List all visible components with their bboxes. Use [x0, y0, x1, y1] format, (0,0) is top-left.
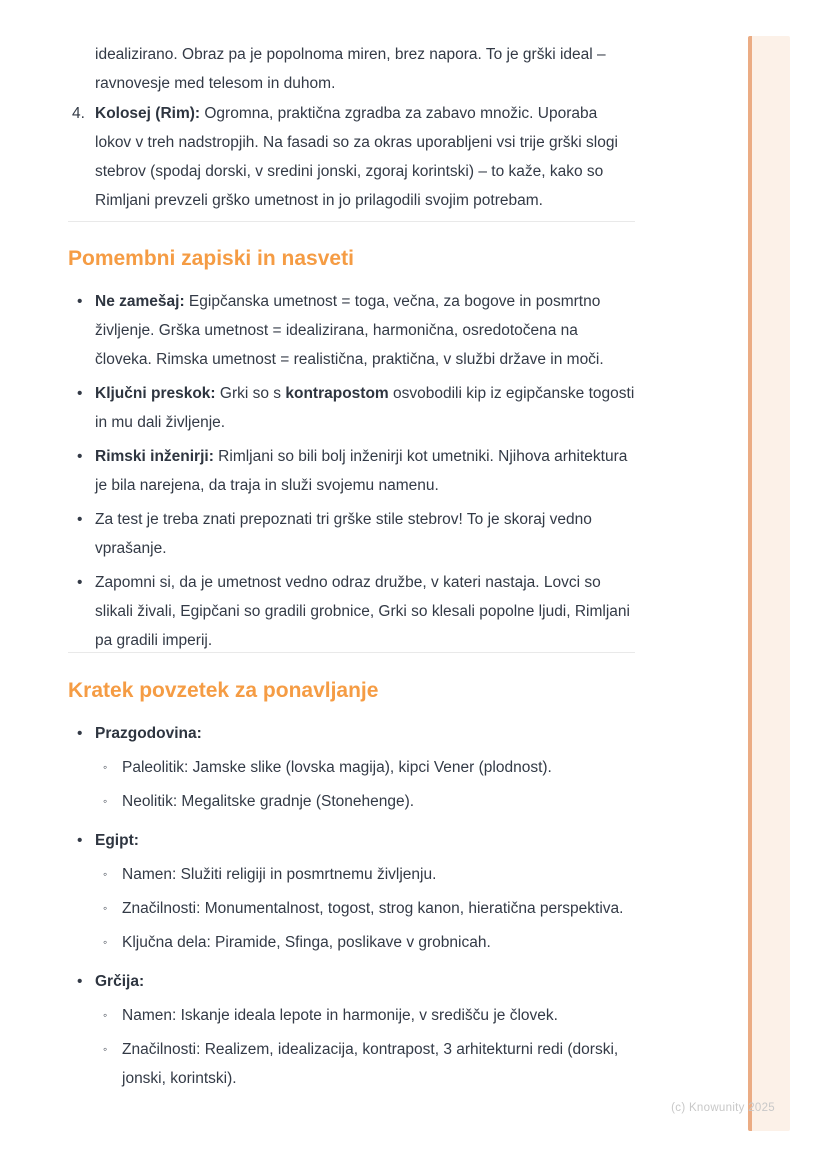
sub-list-item-text	[122, 1035, 635, 1093]
text-run: Ključna dela: Piramide, Sfinga, poslikave v grobnicah.	[122, 934, 491, 951]
summary-bullet-list	[68, 719, 635, 1103]
continuation-paragraph: idealizirano. Obraz pa je popolnoma miren, brez napora. To je grški ideal – ravnovesje med telesom in duhom.	[95, 46, 606, 92]
sub-list-item-text	[122, 928, 635, 957]
section-divider	[68, 221, 635, 222]
copyright-footer: (c) Knowunity 2025	[671, 1102, 775, 1114]
sub-bullet-marker: ◦	[103, 1042, 108, 1056]
sub-list-item	[95, 753, 635, 782]
sub-list	[95, 860, 635, 957]
text-run: Grki so s	[215, 385, 286, 402]
text-run: Za test je treba znati prepoznati tri grške stile stebrov! To je skoraj vedno vprašanje.	[95, 511, 592, 557]
list-item-text	[95, 568, 635, 655]
bullet-marker: •	[77, 725, 83, 742]
list-item-text	[95, 99, 635, 215]
text-run-bold: Grčija:	[95, 973, 145, 990]
sub-list-item	[95, 1035, 635, 1093]
text-run: Značilnosti: Realizem, idealizacija, kontrapost, 3 arhitekturni redi (dorski, jonski, korintski).	[122, 1041, 619, 1087]
text-run-bold: Prazgodovina:	[95, 725, 202, 742]
sub-bullet-marker: ◦	[103, 794, 108, 808]
sub-list	[95, 1001, 635, 1093]
sub-list-item	[95, 928, 635, 957]
list-item	[68, 379, 635, 437]
list-item-text	[95, 287, 635, 374]
list-item-text	[95, 505, 635, 563]
bullet-marker: •	[77, 832, 83, 849]
sub-list-item	[95, 1001, 635, 1030]
text-run: Rimljani so bili bolj inženirji kot umetniki. Njihova arhitektura je bila narejena, da traja in služi svojemu namenu.	[95, 448, 628, 494]
list-item-text	[95, 826, 635, 962]
text-run: Zapomni si, da je umetnost vedno odraz družbe, v kateri nastaja. Lovci so slikali živali, Egipčani so gradili grobnice, Grki so klesali popolne ljudi, Rimljani pa gradili imperij.	[95, 574, 630, 649]
list-item-text	[95, 719, 635, 821]
section-heading-summary: Kratek povzetek za ponavljanje	[68, 679, 379, 702]
numbered-list-item	[68, 99, 635, 215]
list-item	[68, 287, 635, 374]
sub-list-item-text	[122, 894, 635, 923]
list-item	[68, 967, 635, 1098]
sub-list-item-text	[122, 1001, 635, 1030]
text-run: Značilnosti: Monumentalnost, togost, strog kanon, hieratična perspektiva.	[122, 900, 624, 917]
text-run-bold: Egipt:	[95, 832, 139, 849]
sub-bullet-marker: ◦	[103, 1008, 108, 1022]
notes-bullet-list	[68, 287, 635, 660]
bullet-marker: •	[77, 574, 83, 591]
sub-list-item-text	[122, 860, 635, 889]
list-item-text	[95, 967, 635, 1098]
sub-list-item	[95, 787, 635, 816]
page-edge-strip	[748, 36, 790, 1131]
section-heading-notes: Pomembni zapiski in nasveti	[68, 247, 354, 270]
list-item	[68, 568, 635, 655]
bullet-marker: •	[77, 293, 83, 310]
sub-bullet-marker: ◦	[103, 901, 108, 915]
bullet-marker: •	[77, 511, 83, 528]
sub-list	[95, 753, 635, 816]
text-run: Namen: Služiti religiji in posmrtnemu življenju.	[122, 866, 437, 883]
sub-list-item-text	[122, 753, 635, 782]
text-run: Namen: Iskanje ideala lepote in harmonije, v središču je človek.	[122, 1007, 558, 1024]
sub-list-item	[95, 894, 635, 923]
sub-list-item-text	[122, 787, 635, 816]
list-item-text	[95, 379, 635, 437]
list-item	[68, 442, 635, 500]
sub-bullet-marker: ◦	[103, 760, 108, 774]
list-item	[68, 826, 635, 962]
text-run-bold: kontrapostom	[285, 385, 389, 402]
list-item	[68, 719, 635, 821]
list-item-text	[95, 442, 635, 500]
text-run-bold: Rimski inženirji:	[95, 448, 214, 465]
sub-bullet-marker: ◦	[103, 935, 108, 949]
text-run-bold: Ne zamešaj:	[95, 293, 185, 310]
list-item	[68, 505, 635, 563]
text-run: Paleolitik: Jamske slike (lovska magija), kipci Vener (plodnost).	[122, 759, 552, 776]
text-run-bold: Ključni preskok:	[95, 385, 216, 402]
sub-list-item	[95, 860, 635, 889]
text-run: osvobodili kip iz egipčanske togosti in mu dali življenje.	[95, 385, 635, 431]
text-run: Egipčanska umetnost = toga, večna, za bogove in posmrtno življenje. Grška umetnost = idealizirana, harmonična, osredotočena na človeka. Rimska umetnost = realistična, praktična, v službi države in moči.	[95, 293, 604, 368]
section-divider	[68, 652, 635, 653]
bullet-marker: •	[77, 385, 83, 402]
list-number-marker: 4.	[72, 105, 85, 122]
bullet-marker: •	[77, 448, 83, 465]
bullet-marker: •	[77, 973, 83, 990]
sub-bullet-marker: ◦	[103, 867, 108, 881]
text-run-bold: Kolosej (Rim):	[95, 105, 201, 122]
text-run: Neolitik: Megalitske gradnje (Stonehenge).	[122, 793, 415, 810]
text-run: Ogromna, praktična zgradba za zabavo množic. Uporaba lokov v treh nadstropjih. Na fasadi so za okras uporabljeni vsi trije grški slogi stebrov (spodaj dorski, v sredini jonski, zgoraj korintski) – to kaže, kako so Rimljani prevzeli grško umetnost in jo prilagodili svojim potrebam.	[95, 105, 618, 209]
